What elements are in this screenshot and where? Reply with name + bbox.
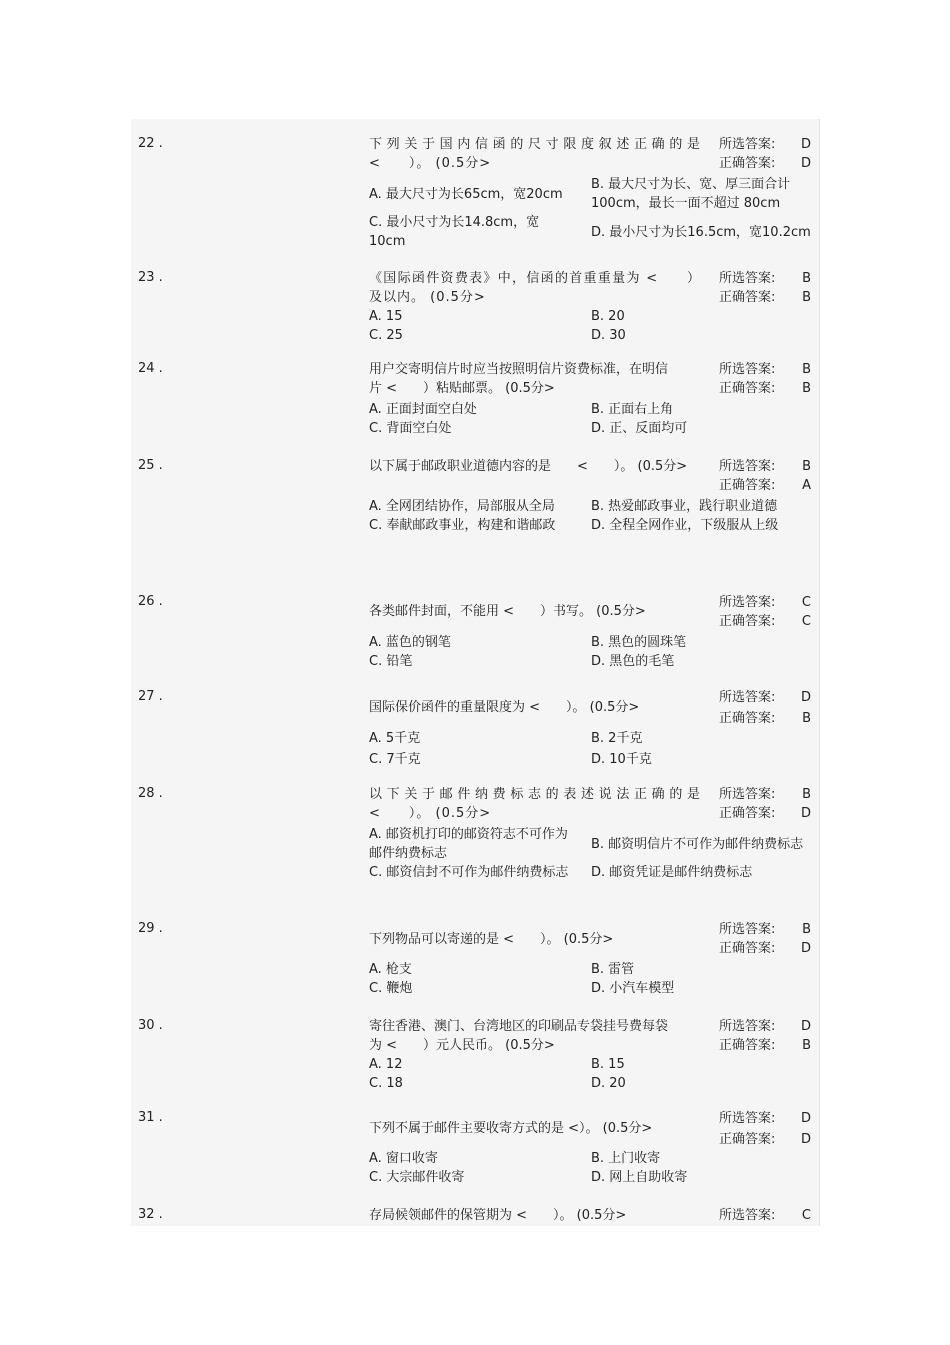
selected-answer: C bbox=[801, 595, 811, 610]
option-c: C. 大宗邮件收寄 bbox=[369, 1170, 465, 1185]
selected-answer-label: 所选答案: bbox=[719, 922, 776, 937]
question-stem: 以下关于邮件纳费标志的表述说法正确的是 < ）。 (0.5分> bbox=[369, 787, 701, 821]
options bbox=[369, 825, 814, 882]
question-number: 29 . bbox=[138, 921, 163, 936]
question-number: 30 . bbox=[138, 1018, 163, 1033]
answer-block bbox=[719, 1017, 811, 1055]
correct-answer-label: 正确答案: bbox=[719, 290, 776, 305]
options bbox=[369, 175, 814, 251]
correct-answer: B bbox=[802, 290, 811, 305]
correct-answer: B bbox=[802, 1038, 811, 1053]
option-a: A. 5千克 bbox=[369, 731, 421, 746]
selected-answer: B bbox=[802, 362, 811, 377]
question-number: 28 . bbox=[138, 786, 163, 801]
option-d: D. 小汽车模型 bbox=[591, 981, 675, 996]
option-b: B. 邮资明信片不可作为邮件纳费标志 bbox=[591, 836, 804, 852]
question-stem: 用户交寄明信片时应当按照明信片资费标准，在明信片 < ）粘贴邮票。 (0.5分> bbox=[369, 362, 669, 396]
option-b: B. 15 bbox=[591, 1057, 625, 1072]
answer-block bbox=[719, 1206, 811, 1225]
selected-answer: D bbox=[800, 690, 811, 705]
option-d: D. 20 bbox=[591, 1076, 626, 1091]
option-a: A. 12 bbox=[369, 1057, 403, 1072]
correct-answer: D bbox=[800, 156, 811, 171]
question-stem: 《国际函件资费表》中，信函的首重重量为 < ）及以内。 (0.5分> bbox=[369, 271, 701, 305]
options bbox=[369, 729, 814, 769]
selected-answer: D bbox=[800, 1019, 811, 1034]
option-c: C. 18 bbox=[369, 1076, 403, 1091]
correct-answer-label: 正确答案: bbox=[719, 478, 776, 493]
options bbox=[369, 307, 814, 345]
answer-block bbox=[719, 457, 811, 495]
selected-answer-label: 所选答案: bbox=[719, 595, 776, 610]
question-stem: 下列不属于邮件主要收寄方式的是 <）。 (0.5分> bbox=[369, 1121, 653, 1136]
options bbox=[369, 400, 814, 438]
option-b: B. 上门收寄 bbox=[591, 1151, 661, 1166]
correct-answer-label: 正确答案: bbox=[719, 806, 776, 821]
question-stem: 下列物品可以寄递的是 < ）。 (0.5分> bbox=[369, 932, 614, 947]
quiz-results-panel bbox=[131, 119, 820, 1226]
question-number: 23 . bbox=[138, 270, 163, 285]
option-c: C. 铅笔 bbox=[369, 654, 413, 669]
answer-block bbox=[719, 593, 811, 631]
correct-answer-label: 正确答案: bbox=[719, 1132, 776, 1147]
question-stem: 下列关于国内信函的尺寸限度叙述正确的是 < ）。 (0.5分> bbox=[369, 137, 701, 171]
option-c: C. 邮资信封不可作为邮件纳费标志 bbox=[369, 865, 569, 880]
option-d: D. 网上自助收寄 bbox=[591, 1170, 688, 1185]
question-number: 26 . bbox=[138, 594, 163, 609]
question-number: 25 . bbox=[138, 458, 163, 473]
option-b: B. 热爱邮政事业，践行职业道德 bbox=[591, 499, 778, 514]
option-d: D. 正、反面均可 bbox=[591, 421, 688, 436]
question-number: 32 . bbox=[138, 1207, 163, 1222]
correct-answer-label: 正确答案: bbox=[719, 1038, 776, 1053]
selected-answer-label: 所选答案: bbox=[719, 459, 776, 474]
selected-answer-label: 所选答案: bbox=[719, 690, 776, 705]
question-stem: 存局候领邮件的保管期为 < ）。 (0.5分> bbox=[369, 1208, 627, 1223]
option-d: D. 黑色的毛笔 bbox=[591, 654, 675, 669]
option-c: C. 背面空白处 bbox=[369, 421, 452, 436]
selected-answer-label: 所选答案: bbox=[719, 137, 776, 152]
answer-block bbox=[719, 1109, 811, 1149]
option-a: A. 正面封面空白处 bbox=[369, 402, 477, 417]
option-b: B. 20 bbox=[591, 309, 625, 324]
selected-answer: B bbox=[802, 787, 811, 802]
correct-answer: D bbox=[800, 941, 811, 956]
option-c: C. 鞭炮 bbox=[369, 981, 413, 996]
correct-answer-label: 正确答案: bbox=[719, 156, 776, 171]
option-a: A. 枪支 bbox=[369, 962, 412, 977]
option-c: C. 最小尺寸为长14.8cm，宽10cm bbox=[369, 215, 540, 249]
selected-answer-label: 所选答案: bbox=[719, 1019, 776, 1034]
correct-answer-label: 正确答案: bbox=[719, 614, 776, 629]
selected-answer-label: 所选答案: bbox=[719, 1208, 776, 1223]
options bbox=[369, 497, 814, 535]
option-d: D. 30 bbox=[591, 328, 626, 343]
option-c: C. 7千克 bbox=[369, 752, 421, 767]
option-d: D. 全程全网作业，下级服从上级 bbox=[591, 518, 779, 533]
correct-answer: B bbox=[802, 711, 811, 726]
option-d: D. 邮资凭证是邮件纳费标志 bbox=[591, 865, 753, 880]
selected-answer: C bbox=[801, 1208, 811, 1223]
question-number: 31 . bbox=[138, 1110, 163, 1125]
selected-answer: D bbox=[800, 137, 811, 152]
option-c: C. 奉献邮政事业，构建和谐邮政 bbox=[369, 518, 556, 533]
correct-answer: B bbox=[802, 381, 811, 396]
option-d: D. 最小尺寸为长16.5cm，宽10.2cm bbox=[591, 224, 811, 240]
answer-block bbox=[719, 269, 811, 307]
option-b: B. 雷管 bbox=[591, 962, 635, 977]
option-d: D. 10千克 bbox=[591, 752, 652, 767]
question-stem: 各类邮件封面，不能用 < ）书写。 (0.5分> bbox=[369, 604, 646, 619]
options bbox=[369, 1055, 814, 1093]
selected-answer-label: 所选答案: bbox=[719, 271, 776, 286]
correct-answer: A bbox=[802, 478, 811, 493]
question-number: 24 . bbox=[138, 361, 163, 376]
selected-answer: D bbox=[800, 1111, 811, 1126]
option-a: A. 最大尺寸为长65cm，宽20cm bbox=[369, 186, 563, 202]
answer-block bbox=[719, 688, 811, 728]
options bbox=[369, 1149, 814, 1187]
selected-answer: B bbox=[802, 271, 811, 286]
option-c: C. 25 bbox=[369, 328, 403, 343]
question-stem: 寄往香港、澳门、台湾地区的印刷品专袋挂号费每袋为 < ）元人民币。 (0.5分> bbox=[369, 1019, 669, 1053]
option-b: B. 最大尺寸为长、宽、厚三面合计100cm，最长一面不超过 80cm bbox=[591, 177, 791, 211]
correct-answer: D bbox=[800, 806, 811, 821]
option-a: A. 窗口收寄 bbox=[369, 1151, 438, 1166]
options bbox=[369, 960, 814, 998]
selected-answer-label: 所选答案: bbox=[719, 362, 776, 377]
question-number: 22 . bbox=[138, 136, 163, 151]
option-b: B. 正面右上角 bbox=[591, 402, 674, 417]
question-number: 27 . bbox=[138, 689, 163, 704]
answer-block bbox=[719, 135, 811, 173]
selected-answer: B bbox=[802, 459, 811, 474]
option-a: A. 全网团结协作，局部服从全局 bbox=[369, 499, 555, 514]
correct-answer-label: 正确答案: bbox=[719, 941, 776, 956]
selected-answer-label: 所选答案: bbox=[719, 1111, 776, 1126]
selected-answer-label: 所选答案: bbox=[719, 787, 776, 802]
question-stem: 国际保价函件的重量限度为 < ）。 (0.5分> bbox=[369, 700, 640, 715]
option-a: A. 蓝色的钢笔 bbox=[369, 635, 451, 650]
selected-answer: B bbox=[802, 922, 811, 937]
correct-answer: D bbox=[800, 1132, 811, 1147]
question-stem: 以下属于邮政职业道德内容的是 < ）。 (0.5分> bbox=[369, 459, 688, 474]
correct-answer: C bbox=[801, 614, 811, 629]
correct-answer-label: 正确答案: bbox=[719, 381, 776, 396]
option-a: A. 15 bbox=[369, 309, 403, 324]
option-a: A. 邮资机打印的邮资符志不可作为邮件纳费标志 bbox=[369, 827, 568, 861]
options bbox=[369, 633, 814, 671]
answer-block bbox=[719, 920, 811, 958]
answer-block bbox=[719, 360, 811, 398]
answer-block bbox=[719, 785, 811, 823]
correct-answer-label: 正确答案: bbox=[719, 711, 776, 726]
option-b: B. 2千克 bbox=[591, 731, 643, 746]
option-b: B. 黑色的圆珠笔 bbox=[591, 635, 687, 650]
